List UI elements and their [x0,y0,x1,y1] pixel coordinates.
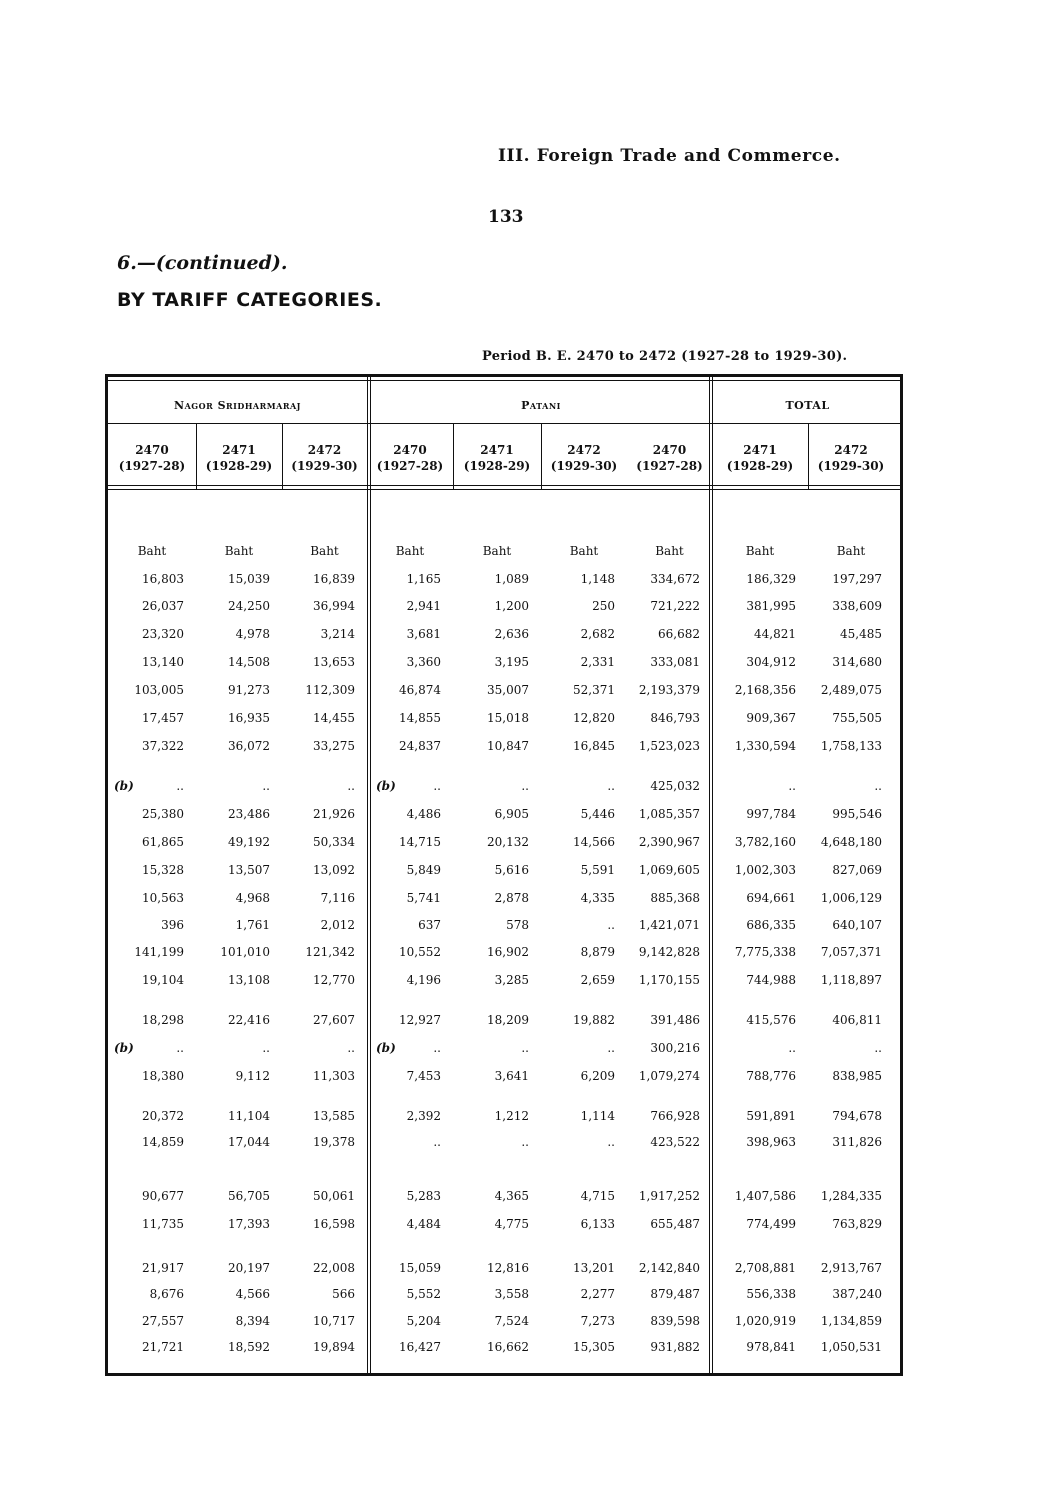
table-cell: 827,069 [832,863,882,877]
year-heading [282,442,367,474]
table-cell: 16,935 [228,711,270,725]
table-cell: 16,598 [313,1217,355,1231]
table-cell: 24,250 [228,599,270,613]
table-cell: 101,010 [220,945,270,959]
table-cell: 744,988 [746,973,796,987]
table-cell: .. [521,779,529,793]
table-cell: 2,708,881 [734,1261,796,1275]
footnote-marker: (b) [376,779,396,793]
table-cell: 3,214 [320,627,355,641]
table-cell: 25,380 [142,807,184,821]
unit-label: Baht [836,544,866,558]
table-cell: 24,837 [399,739,441,753]
year-span-label: (1929-30) [291,459,358,473]
table-cell: 7,775,338 [734,945,796,959]
table-cell: 7,116 [320,891,355,905]
table-cell: 141,199 [134,945,184,959]
table-cell: .. [347,1041,355,1055]
table-cell: 4,566 [235,1287,270,1301]
table-cell: 4,486 [406,807,441,821]
year-label: 2470 [652,443,687,457]
table-cell: 978,841 [746,1340,796,1354]
table-cell: .. [347,779,355,793]
table-cell: 16,427 [399,1340,441,1354]
table-continued-label: 6.—(continued). [117,252,288,274]
table-cell: 8,879 [580,945,615,959]
unit-label: Baht [745,544,775,558]
trade-table [105,374,903,1376]
table-cell: 6,209 [580,1069,615,1083]
table-cell: 2,193,379 [638,683,700,697]
table-cell: 22,416 [228,1013,270,1027]
table-cell: 35,007 [487,683,529,697]
year-heading [108,442,196,474]
table-cell: 838,985 [832,1069,882,1083]
table-cell: 381,995 [746,599,796,613]
table-cell: 2,659 [580,973,615,987]
year-span-label: (1928-29) [463,459,531,473]
table-cell: .. [176,779,184,793]
table-cell: 885,368 [650,891,700,905]
table-cell: 879,487 [650,1287,700,1301]
table-cell: 1,212 [494,1109,529,1123]
group-heading: Patani [521,399,561,412]
table-cell: 2,277 [580,1287,615,1301]
table-cell: .. [607,918,615,932]
table-cell: 3,681 [406,627,441,641]
unit-label: Baht [395,544,425,558]
table-cell: 112,309 [305,683,355,697]
table-cell: .. [788,1041,796,1055]
table-cell: 15,305 [573,1340,615,1354]
year-heading [712,442,808,474]
table-cell: 721,222 [650,599,700,613]
table-cell: .. [874,779,882,793]
table-cell: 5,552 [406,1287,441,1301]
unit-label: Baht [137,544,167,558]
year-span-label: (1928-29) [205,459,273,473]
table-cell: 5,283 [406,1189,441,1203]
table-cell: 788,776 [746,1069,796,1083]
table-cell: 19,882 [573,1013,615,1027]
table-cell: 423,522 [650,1135,700,1149]
table-cell: 14,715 [399,835,441,849]
table-cell: 637 [418,918,441,932]
table-cell: 333,081 [650,655,700,669]
table-cell: 21,926 [313,807,355,821]
table-cell: 36,994 [313,599,355,613]
table-cell: 655,487 [650,1217,700,1231]
table-cell: 12,927 [399,1013,441,1027]
table-cell: 15,018 [487,711,529,725]
footnote-marker: (b) [114,1041,134,1055]
table-cell: 19,894 [313,1340,355,1354]
table-cell: 1,050,531 [820,1340,882,1354]
table-cell: 14,508 [228,655,270,669]
table-cell: 14,855 [399,711,441,725]
table-cell: 121,342 [305,945,355,959]
year-heading [453,442,541,474]
table-cell: 10,847 [487,739,529,753]
table-cell: 18,380 [142,1069,184,1083]
table-cell: 91,273 [228,683,270,697]
table-cell: 640,107 [832,918,882,932]
year-label: 2472 [834,443,868,457]
table-cell: 1,330,594 [734,739,796,753]
table-cell: 3,285 [494,973,529,987]
table-cell: 250 [592,599,615,613]
table-cell: 334,672 [650,572,700,586]
table-cell: 50,061 [313,1189,355,1203]
table-cell: 1,761 [235,918,270,932]
table-cell: 13,585 [313,1109,355,1123]
footnote-marker: (b) [376,1041,396,1055]
table-cell: 33,275 [313,739,355,753]
year-heading [367,442,453,474]
table-cell: 1,165 [406,572,441,586]
table-cell: 4,196 [406,973,441,987]
table-cell: 52,371 [573,683,615,697]
table-cell: 7,524 [494,1314,529,1328]
table-cell: 415,576 [746,1013,796,1027]
table-cell: 4,648,180 [820,835,882,849]
table-cell: 2,941 [406,599,441,613]
year-span-label: (1929-30) [550,459,618,473]
table-cell: 12,770 [313,973,355,987]
year-label: 2471 [743,443,777,457]
unit-label: Baht [224,544,254,558]
table-cell: 3,195 [494,655,529,669]
table-cell: 1,758,133 [820,739,882,753]
table-cell: 17,393 [228,1217,270,1231]
table-cell: 4,365 [494,1189,529,1203]
table-cell: 36,072 [228,739,270,753]
unit-label: Baht [655,544,684,558]
table-cell: 16,902 [487,945,529,959]
table-cell: 931,882 [650,1340,700,1354]
table-cell: 49,192 [228,835,270,849]
table-cell: 37,322 [142,739,184,753]
table-cell: 23,320 [142,627,184,641]
table-cell: 16,662 [487,1340,529,1354]
table-cell: 2,390,967 [638,835,700,849]
section-heading: III. Foreign Trade and Commerce. [498,146,841,166]
table-cell: 2,913,767 [820,1261,882,1275]
table-cell: 4,775 [494,1217,529,1231]
table-cell: 2,142,840 [638,1261,700,1275]
table-cell: 46,874 [399,683,441,697]
table-cell: 14,455 [313,711,355,725]
table-cell: 5,204 [406,1314,441,1328]
table-cell: 1,006,129 [820,891,882,905]
year-label: 2471 [222,443,256,457]
table-cell: 3,782,160 [734,835,796,849]
table-cell: 197,297 [832,572,882,586]
table-cell: 19,378 [313,1135,355,1149]
table-cell: 18,592 [228,1340,270,1354]
table-cell: .. [874,1041,882,1055]
table-cell: .. [607,1041,615,1055]
table-cell: 425,032 [650,779,700,793]
table-cell: 90,677 [142,1189,184,1203]
table-cell: 774,499 [746,1217,796,1231]
table-cell: 7,273 [580,1314,615,1328]
table-cell: 1,134,859 [820,1314,882,1328]
table-cell: 10,563 [142,891,184,905]
table-cell: 556,338 [746,1287,796,1301]
table-cell: 17,044 [228,1135,270,1149]
table-cell: 694,661 [746,891,796,905]
table-cell: 1,284,335 [820,1189,882,1203]
table-cell: 406,811 [832,1013,882,1027]
table-cell: 27,607 [313,1013,355,1027]
table-cell: 1,917,252 [638,1189,700,1203]
table-cell: 23,486 [228,807,270,821]
year-span-label: (1927-28) [118,459,186,473]
table-cell: 11,303 [313,1069,355,1083]
table-cell: 13,653 [313,655,355,669]
table-cell: 1,020,919 [734,1314,796,1328]
table-cell: .. [788,779,796,793]
table-cell: 2,878 [494,891,529,905]
table-cell: 1,114 [580,1109,615,1123]
table-cell: 13,092 [313,863,355,877]
year-heading [196,442,282,474]
table-cell: 300,216 [650,1041,700,1055]
table-cell: 11,104 [228,1109,270,1123]
table-cell: 995,546 [832,807,882,821]
table-cell: 1,079,274 [638,1069,700,1083]
table-cell: 11,735 [142,1217,184,1231]
table-cell: 396 [161,918,184,932]
table-cell: 17,457 [142,711,184,725]
table-cell: 1,523,023 [638,739,700,753]
year-label: 2470 [135,443,169,457]
table-cell: 7,057,371 [820,945,882,959]
table-cell: 14,859 [142,1135,184,1149]
table-cell: 839,598 [650,1314,700,1328]
table-cell: .. [433,779,441,793]
table-cell: 12,816 [487,1261,529,1275]
unit-label: Baht [310,544,339,558]
table-cell: .. [607,779,615,793]
table-cell: 56,705 [228,1189,270,1203]
table-cell: 909,367 [746,711,796,725]
table-cell: 5,616 [494,863,529,877]
table-cell: 314,680 [832,655,882,669]
table-cell: 2,012 [320,918,355,932]
table-cell: 4,978 [235,627,270,641]
table-cell: .. [433,1135,441,1149]
table-cell: 61,865 [142,835,184,849]
table-cell: 18,298 [142,1013,184,1027]
table-cell: 5,446 [580,807,615,821]
table-cell: .. [176,1041,184,1055]
table-cell: 591,891 [746,1109,796,1123]
group-heading: TOTAL [785,399,830,412]
table-rule [108,489,900,490]
table-cell: 1,421,071 [638,918,700,932]
unit-label: Baht [482,544,512,558]
table-cell: 387,240 [832,1287,882,1301]
year-span-label: (1928-29) [726,459,794,473]
table-cell: 5,849 [406,863,441,877]
table-cell: 578 [506,918,529,932]
table-cell: 1,085,357 [638,807,700,821]
footnote-marker: (b) [114,779,134,793]
table-cell: 5,741 [406,891,441,905]
table-cell: 8,394 [235,1314,270,1328]
table-cell: 13,108 [228,973,270,987]
table-cell: 50,334 [313,835,355,849]
table-cell: 4,968 [235,891,270,905]
table-cell: 44,821 [754,627,796,641]
table-rule [108,380,900,381]
year-span-label: (1927-28) [376,459,444,473]
table-cell: 186,329 [746,572,796,586]
table-cell: .. [433,1041,441,1055]
table-cell: 3,641 [494,1069,529,1083]
table-cell: 1,118,897 [820,973,882,987]
table-cell: .. [607,1135,615,1149]
year-label: 2472 [567,443,601,457]
table-cell: 338,609 [832,599,882,613]
year-heading [627,442,712,474]
group-heading: Nagor Sridharmaraj [174,399,301,412]
table-cell: 5,591 [580,863,615,877]
table-cell: 846,793 [650,711,700,725]
table-cell: 16,845 [573,739,615,753]
table-cell: 10,552 [399,945,441,959]
table-cell: .. [521,1135,529,1149]
year-label: 2470 [393,443,427,457]
table-cell: .. [521,1041,529,1055]
table-cell: 16,803 [142,572,184,586]
table-cell: 766,928 [650,1109,700,1123]
table-cell: 997,784 [746,807,796,821]
table-cell: 22,008 [313,1261,355,1275]
table-cell: 1,002,303 [734,863,796,877]
table-cell: 2,489,075 [820,683,882,697]
table-cell: 6,133 [580,1217,615,1231]
table-cell: 3,558 [494,1287,529,1301]
table-cell: 311,826 [832,1135,882,1149]
table-cell: 13,507 [228,863,270,877]
table-cell: 45,485 [840,627,882,641]
year-label: 2471 [480,443,514,457]
table-cell: 1,200 [494,599,529,613]
table-cell: 18,209 [487,1013,529,1027]
table-cell: 10,717 [313,1314,355,1328]
table-cell: 103,005 [134,683,184,697]
table-cell: .. [262,1041,270,1055]
page-number: 133 [488,207,524,227]
table-rule [108,485,900,486]
table-cell: 9,142,828 [638,945,700,959]
table-cell: 4,484 [406,1217,441,1231]
table-cell: 15,059 [399,1261,441,1275]
year-span-label: (1929-30) [817,459,885,473]
table-cell: 304,912 [746,655,796,669]
table-cell: 763,829 [832,1217,882,1231]
table-cell: 1,170,155 [638,973,700,987]
table-cell: 1,069,605 [638,863,700,877]
table-cell: 3,360 [406,655,441,669]
unit-label: Baht [569,544,599,558]
table-cell: 1,148 [580,572,615,586]
year-heading [808,442,894,474]
table-cell: 14,566 [573,835,615,849]
table-cell: 13,201 [573,1261,615,1275]
table-cell: 12,820 [573,711,615,725]
year-span-label: (1927-28) [636,459,703,473]
table-cell: 20,132 [487,835,529,849]
table-cell: 15,039 [228,572,270,586]
table-cell: 2,392 [406,1109,441,1123]
table-cell: 8,676 [149,1287,184,1301]
table-cell: 27,557 [142,1314,184,1328]
table-cell: 2,682 [580,627,615,641]
table-cell: 20,372 [142,1109,184,1123]
table-cell: 4,335 [580,891,615,905]
table-cell: 391,486 [650,1013,700,1027]
table-cell: .. [262,779,270,793]
table-cell: 1,407,586 [734,1189,796,1203]
table-rule [108,423,900,424]
table-cell: 4,715 [580,1189,615,1203]
table-cell: 26,037 [142,599,184,613]
year-heading [541,442,627,474]
table-cell: 7,453 [406,1069,441,1083]
group-divider [709,377,710,1373]
table-subtitle: BY TARIFF CATEGORIES. [117,289,383,311]
table-cell: 686,335 [746,918,796,932]
table-cell: 9,112 [235,1069,270,1083]
table-cell: 15,328 [142,863,184,877]
table-cell: 21,721 [142,1340,184,1354]
table-cell: 20,197 [228,1261,270,1275]
table-cell: 66,682 [658,627,700,641]
table-cell: 16,839 [313,572,355,586]
table-cell: 6,905 [494,807,529,821]
table-cell: 21,917 [142,1261,184,1275]
table-cell: 755,505 [832,711,882,725]
table-cell: 2,636 [494,627,529,641]
table-cell: 2,331 [580,655,615,669]
table-cell: 1,089 [494,572,529,586]
table-cell: 13,140 [142,655,184,669]
table-cell: 398,963 [746,1135,796,1149]
year-label: 2472 [307,443,342,457]
table-cell: 19,104 [142,973,184,987]
table-cell: 2,168,356 [734,683,796,697]
table-cell: 566 [332,1287,355,1301]
table-cell: 794,678 [832,1109,882,1123]
period-label: Period B. E. 2470 to 2472 (1927-28 to 1929-30). [482,349,848,364]
